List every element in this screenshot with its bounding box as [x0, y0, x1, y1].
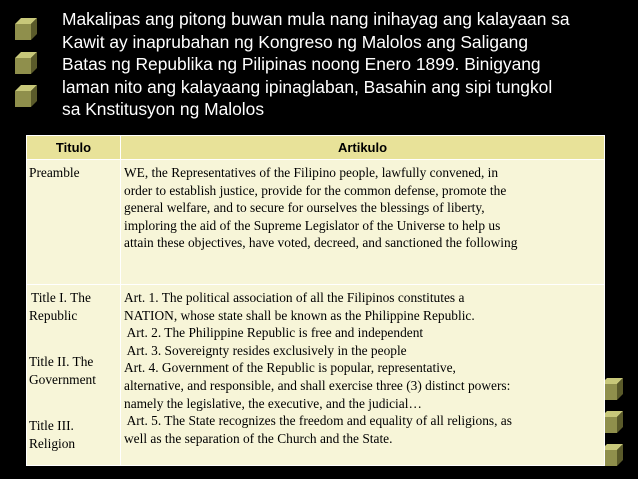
intro-line: sa Knstitusyon ng Malolos [62, 99, 265, 119]
article-cell [121, 285, 605, 466]
table-row [27, 285, 605, 466]
article-line: alternative, and responsible, and shall exercise three (3) distinct powers: [124, 377, 511, 393]
article-line: WE, the Representatives of the Filipino people, lawfully convened, in [124, 165, 499, 180]
article-line: attain these objectives, have voted, decreed, and sanctioned the following [124, 235, 518, 251]
intro-line: Batas ng Republika ng Pilipinas noong Enero 1899. Binigyang [62, 54, 541, 74]
title-text: Title III. [29, 418, 74, 434]
article-line: imploring the aid of the Supreme Legislator of the Universe to help us [124, 217, 501, 233]
cube-bullet-icon [15, 85, 37, 107]
table-header-row [27, 136, 605, 160]
cube-bullet-icon [15, 52, 37, 74]
article-line: well as the separation of the Church and the State. [124, 430, 393, 446]
title-cell [27, 285, 121, 466]
constitution-table [26, 135, 605, 466]
article-line: NATION, whose state shall be known as the Philippine Republic. [124, 307, 475, 323]
title-cell [27, 160, 121, 285]
intro-line: Makalipas ang pitong buwan mula nang inihayag ang kalayaan sa [62, 9, 570, 29]
title-text: Republic [29, 307, 78, 323]
article-cell [121, 160, 605, 285]
article-line: Art. 2. The Philippine Republic is free and independent [124, 325, 424, 341]
article-line: general welfare, and to secure for ourselves the blessings of liberty, [124, 200, 485, 216]
title-text: Title I. The [31, 290, 91, 305]
intro-paragraph [62, 8, 634, 121]
header-artikulo: Artikulo [121, 136, 605, 160]
title-text: Government [29, 371, 96, 387]
article-line: Art. 5. The State recognizes the freedom and equality of all religions, as [124, 413, 512, 429]
article-line: order to establish justice, provide for the common defense, promote the [124, 182, 507, 198]
article-line: Art. 4. Government of the Republic is popular, representative, [124, 360, 456, 376]
article-line: Art. 3. Sovereignty resides exclusively in the people [124, 342, 407, 358]
article-line: Art. 1. The political association of all the Filipinos constitutes a [124, 290, 465, 305]
title-text: Title II. The [29, 354, 94, 370]
cube-bullet-icon [15, 18, 37, 40]
article-line: namely the legislative, the executive, and the judicial… [124, 395, 422, 411]
header-titulo: Titulo [27, 136, 121, 160]
table-row [27, 160, 605, 285]
title-text: Religion [29, 435, 76, 451]
intro-line: Kawit ay inaprubahan ng Kongreso ng Malolos ang Saligang [62, 31, 529, 52]
intro-line: laman nito ang kalayaang ipinaglaban, Basahin ang sipi tungkol [62, 76, 553, 97]
title-text: Preamble [29, 165, 80, 180]
